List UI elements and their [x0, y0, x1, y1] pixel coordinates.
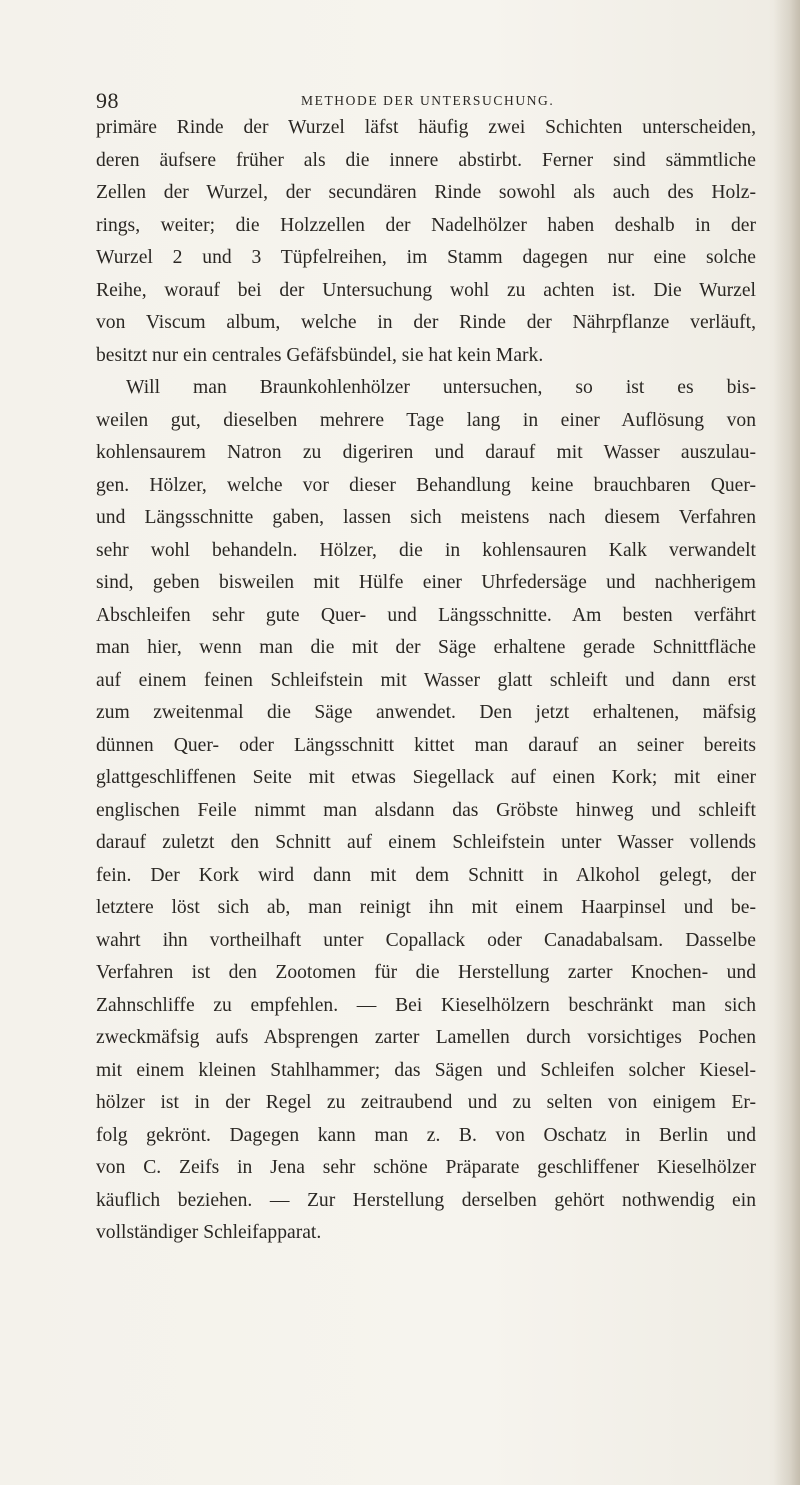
text-line: auf einem feinen Schleifstein mit Wasser glatt schleift und dann erst — [96, 669, 756, 691]
text-line: von Viscum album, welche in der Rinde der Nährpflanze verläuft, — [96, 312, 756, 333]
page-number: 98 — [96, 88, 119, 113]
text-line: Zahnschliffe zu empfehlen. — Bei Kieselhölzern beschränkt man sich — [96, 994, 756, 1016]
text-line: Wurzel 2 und 3 Tüpfelreihen, im Stamm dagegen nur eine solche — [96, 247, 756, 268]
text-line: primäre Rinde der Wurzel läfst häufig zwei Schichten unterscheiden, — [96, 117, 756, 138]
text-line: hölzer ist in der Regel zu zeitraubend und zu selten von einigem Er- — [96, 1092, 756, 1113]
text-line: man hier, wenn man die mit der Säge erhaltene gerade Schnittfläche — [96, 637, 756, 658]
text-line: weilen gut, dieselben mehrere Tage lang in einer Auflösung von — [96, 409, 756, 431]
text-line: letztere löst sich ab, man reinigt ihn mit einem Haarpinsel und be- — [96, 897, 756, 918]
text-line: Will man Braunkohlenhölzer untersuchen, so ist es bis- — [126, 377, 756, 398]
text-line: sehr wohl behandeln. Hölzer, die in kohlensauren Kalk verwandelt — [96, 539, 756, 561]
text-line: von C. Zeifs in Jena sehr schöne Präparate geschliffener Kieselhölzer — [96, 1157, 756, 1178]
text-line: zum zweitenmal die Säge anwendet. Den jetzt erhaltenen, mäfsig — [96, 702, 756, 723]
text-line: zweckmäfsig aufs Absprengen zarter Lamellen durch vorsichtiges Pochen — [96, 1027, 756, 1048]
text-line: kohlensaurem Natron zu digeriren und darauf mit Wasser auszulau- — [96, 442, 756, 463]
text-line: und Längsschnitte gaben, lassen sich meistens nach diesem Verfahren — [96, 507, 756, 528]
text-line: fein. Der Kork wird dann mit dem Schnitt in Alkohol gelegt, der — [96, 864, 756, 886]
text-line: glattgeschliffenen Seite mit etwas Siegellack auf einen Kork; mit einer — [96, 767, 756, 788]
page-edge-shadow — [774, 0, 800, 1485]
text-line: käuflich beziehen. — Zur Herstellung derselben gehört nothwendig ein — [96, 1189, 756, 1211]
text-line: Zellen der Wurzel, der secundären Rinde sowohl als auch des Holz- — [96, 182, 756, 203]
text-line: wahrt ihn vortheilhaft unter Copallack oder Canadabalsam. Dasselbe — [96, 929, 756, 951]
text-line: mit einem kleinen Stahlhammer; das Sägen und Schleifen solcher Kiesel- — [96, 1059, 756, 1081]
text-line: rings, weiter; die Holzzellen der Nadelhölzer haben deshalb in der — [96, 214, 756, 236]
text-line: gen. Hölzer, welche vor dieser Behandlung keine brauchbaren Quer- — [96, 474, 756, 496]
text-line: Reihe, worauf bei der Untersuchung wohl zu achten ist. Die Wurzel — [96, 279, 756, 301]
text-line: folg gekrönt. Dagegen kann man z. B. von Oschatz in Berlin und — [96, 1124, 756, 1146]
text-line: darauf zuletzt den Schnitt auf einem Schleifstein unter Wasser vollends — [96, 832, 756, 853]
text-line: besitzt nur ein centrales Gefäfsbündel, sie hat kein Mark. — [96, 344, 544, 366]
text-line: Abschleifen sehr gute Quer- und Längsschnitte. Am besten verfährt — [96, 604, 756, 626]
text-line: vollständiger Schleifapparat. — [96, 1222, 322, 1243]
body-text — [96, 112, 756, 1250]
text-line: sind, geben bisweilen mit Hülfe einer Uhrfedersäge und nachherigem — [96, 572, 756, 593]
text-line: englischen Feile nimmt man alsdann das Gröbste hinweg und schleift — [96, 799, 756, 821]
text-line: dünnen Quer- oder Längsschnitt kittet man darauf an seiner bereits — [96, 734, 756, 756]
text-line: Verfahren ist den Zootomen für die Herstellung zarter Knochen- und — [96, 962, 756, 983]
text-line: deren äufsere früher als die innere abstirbt. Ferner sind sämmtliche — [96, 149, 756, 171]
running-title: METHODE DER UNTERSUCHUNG. — [301, 93, 555, 108]
